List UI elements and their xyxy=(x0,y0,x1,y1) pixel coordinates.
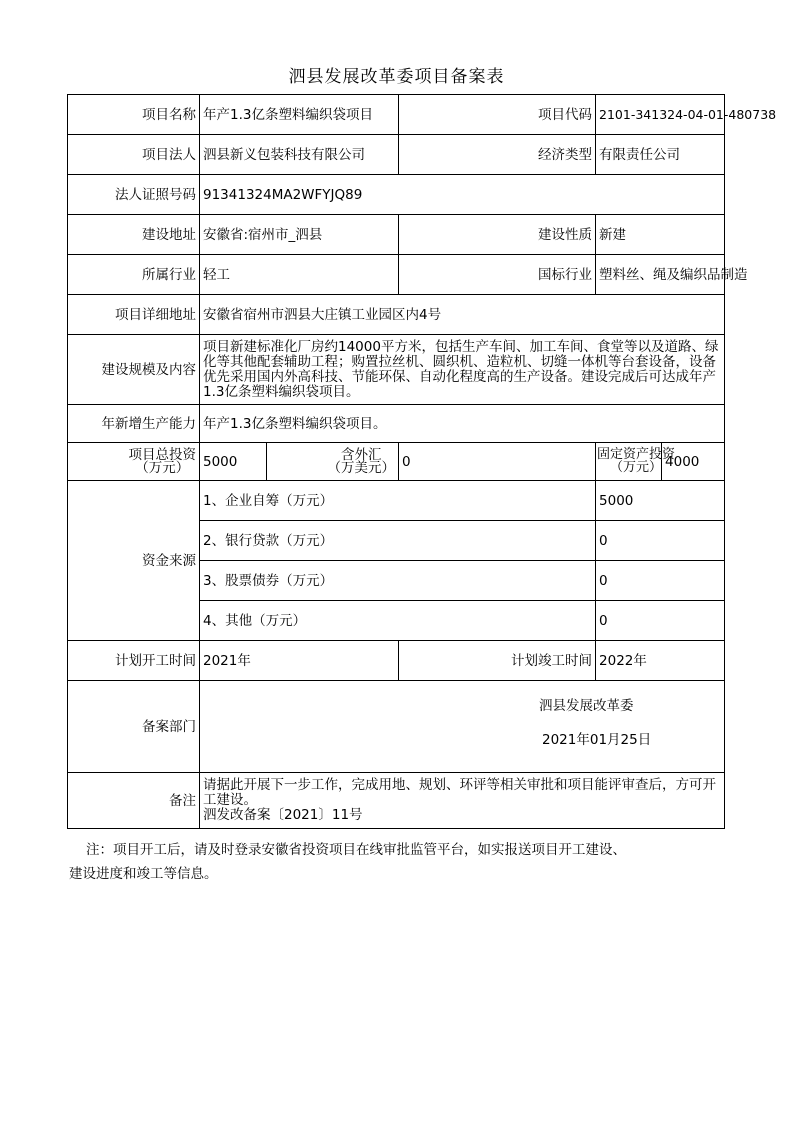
funding-label: 资金来源 xyxy=(68,481,200,641)
funding-item-label: 3、股票债券（万元） xyxy=(200,561,596,601)
footnote-line-2: 建设进度和竣工等信息。 xyxy=(69,866,218,882)
project-name-value: 年产1.3亿条塑料编织袋项目 xyxy=(200,95,399,135)
forex-label xyxy=(267,443,399,481)
row-project-name xyxy=(68,95,725,135)
row-funding-1 xyxy=(68,481,725,521)
detail-address-label: 项目详细地址 xyxy=(68,295,200,335)
fixed-investment-value: 4000 xyxy=(662,443,725,481)
row-cert xyxy=(68,175,725,215)
total-investment-label-2: （万元） xyxy=(135,459,190,476)
capacity-label: 年新增生产能力 xyxy=(68,405,200,443)
remark-label: 备注 xyxy=(68,773,200,829)
row-capacity xyxy=(68,405,725,443)
industry-value: 轻工 xyxy=(200,255,399,295)
forex-label-1: 含外汇 xyxy=(341,446,382,463)
funding-item-label: 1、企业自筹（万元） xyxy=(200,481,596,521)
cert-label: 法人证照号码 xyxy=(68,175,200,215)
total-investment-label-1: 项目总投资 xyxy=(128,446,196,463)
dept-name: 泗县发展改革委 xyxy=(539,698,634,714)
record-form-table xyxy=(67,94,777,829)
row-dept xyxy=(68,681,725,773)
detail-address-value: 安徽省宿州市泗县大庄镇工业园区内4号 xyxy=(200,295,725,335)
legal-person-label: 项目法人 xyxy=(68,135,200,175)
national-industry-value: 塑料丝、绳及编织品制造 xyxy=(596,255,725,295)
dept-date: 2021年01月25日 xyxy=(542,732,652,748)
funding-item-value: 0 xyxy=(596,601,725,641)
fixed-investment-label-2: （万元） xyxy=(610,460,663,475)
build-nature-value: 新建 xyxy=(596,215,725,255)
build-nature-label: 建设性质 xyxy=(399,215,596,255)
funding-item-label: 2、银行贷款（万元） xyxy=(200,521,596,561)
funding-item-value: 5000 xyxy=(596,481,725,521)
fixed-investment-label-1: 固定资产投资 xyxy=(597,447,676,462)
start-time-label: 计划开工时间 xyxy=(68,641,200,681)
dept-cell xyxy=(200,681,725,773)
page-title: 泗县发展改革委项目备案表 xyxy=(288,67,505,87)
total-investment-value: 5000 xyxy=(200,443,267,481)
forex-label-2: （万美元） xyxy=(327,459,396,476)
remark-text: 请据此开展下一步工作，完成用地、规划、环评等相关审批和项目能评审查后，方可开工建设。 xyxy=(203,777,716,808)
end-time-value: 2022年 xyxy=(596,641,725,681)
end-time-label: 计划竣工时间 xyxy=(399,641,596,681)
row-detail-address xyxy=(68,295,725,335)
remark-cell xyxy=(200,773,725,829)
funding-item-value: 0 xyxy=(596,561,725,601)
footnote-line-1: 注：项目开工后，请及时登录安徽省投资项目在线审批监管平台，如实报送项目开工建设、 xyxy=(86,842,626,858)
cert-value: 91341324MA2WFYJQ89 xyxy=(200,175,725,215)
build-address-label: 建设地址 xyxy=(68,215,200,255)
funding-item-value: 0 xyxy=(596,521,725,561)
industry-label: 所属行业 xyxy=(68,255,200,295)
economy-type-value: 有限责任公司 xyxy=(596,135,725,175)
project-code-label: 项目代码 xyxy=(399,95,596,135)
legal-person-value: 泗县新义包装科技有限公司 xyxy=(200,135,399,175)
row-legal-person xyxy=(68,135,725,175)
project-code-value: 2101-341324-04-01-480738 xyxy=(596,95,725,135)
total-investment-label xyxy=(68,443,200,481)
row-industry xyxy=(68,255,725,295)
row-build-address xyxy=(68,215,725,255)
funding-item-label: 4、其他（万元） xyxy=(200,601,596,641)
row-scale xyxy=(68,335,725,405)
project-name-label: 项目名称 xyxy=(68,95,200,135)
row-schedule xyxy=(68,641,725,681)
economy-type-label: 经济类型 xyxy=(399,135,596,175)
fixed-investment-label xyxy=(596,443,676,481)
scale-value: 项目新建标准化厂房约14000平方米，包括生产车间、加工车间、食堂等以及道路、绿化等其他配套辅助工程；购置拉丝机、圆织机、造粒机、切缝一体机等台套设备，设备优先采用国内外高科技、节能环保、自动化程度高的生产设备。建设完成后可达成年产1.3亿条塑料编织袋项目。 xyxy=(200,335,725,405)
national-industry-label: 国标行业 xyxy=(399,255,596,295)
start-time-value: 2021年 xyxy=(200,641,399,681)
capacity-value: 年产1.3亿条塑料编织袋项目。 xyxy=(200,405,725,443)
forex-value: 0 xyxy=(399,443,596,481)
footnote xyxy=(69,838,738,886)
dept-label: 备案部门 xyxy=(68,681,200,773)
row-remark xyxy=(68,773,725,829)
remark-ref: 泗发改备案〔2021〕11号 xyxy=(203,807,363,823)
build-address-value: 安徽省:宿州市_泗县 xyxy=(200,215,399,255)
scale-label: 建设规模及内容 xyxy=(68,335,200,405)
row-investment xyxy=(68,443,725,481)
